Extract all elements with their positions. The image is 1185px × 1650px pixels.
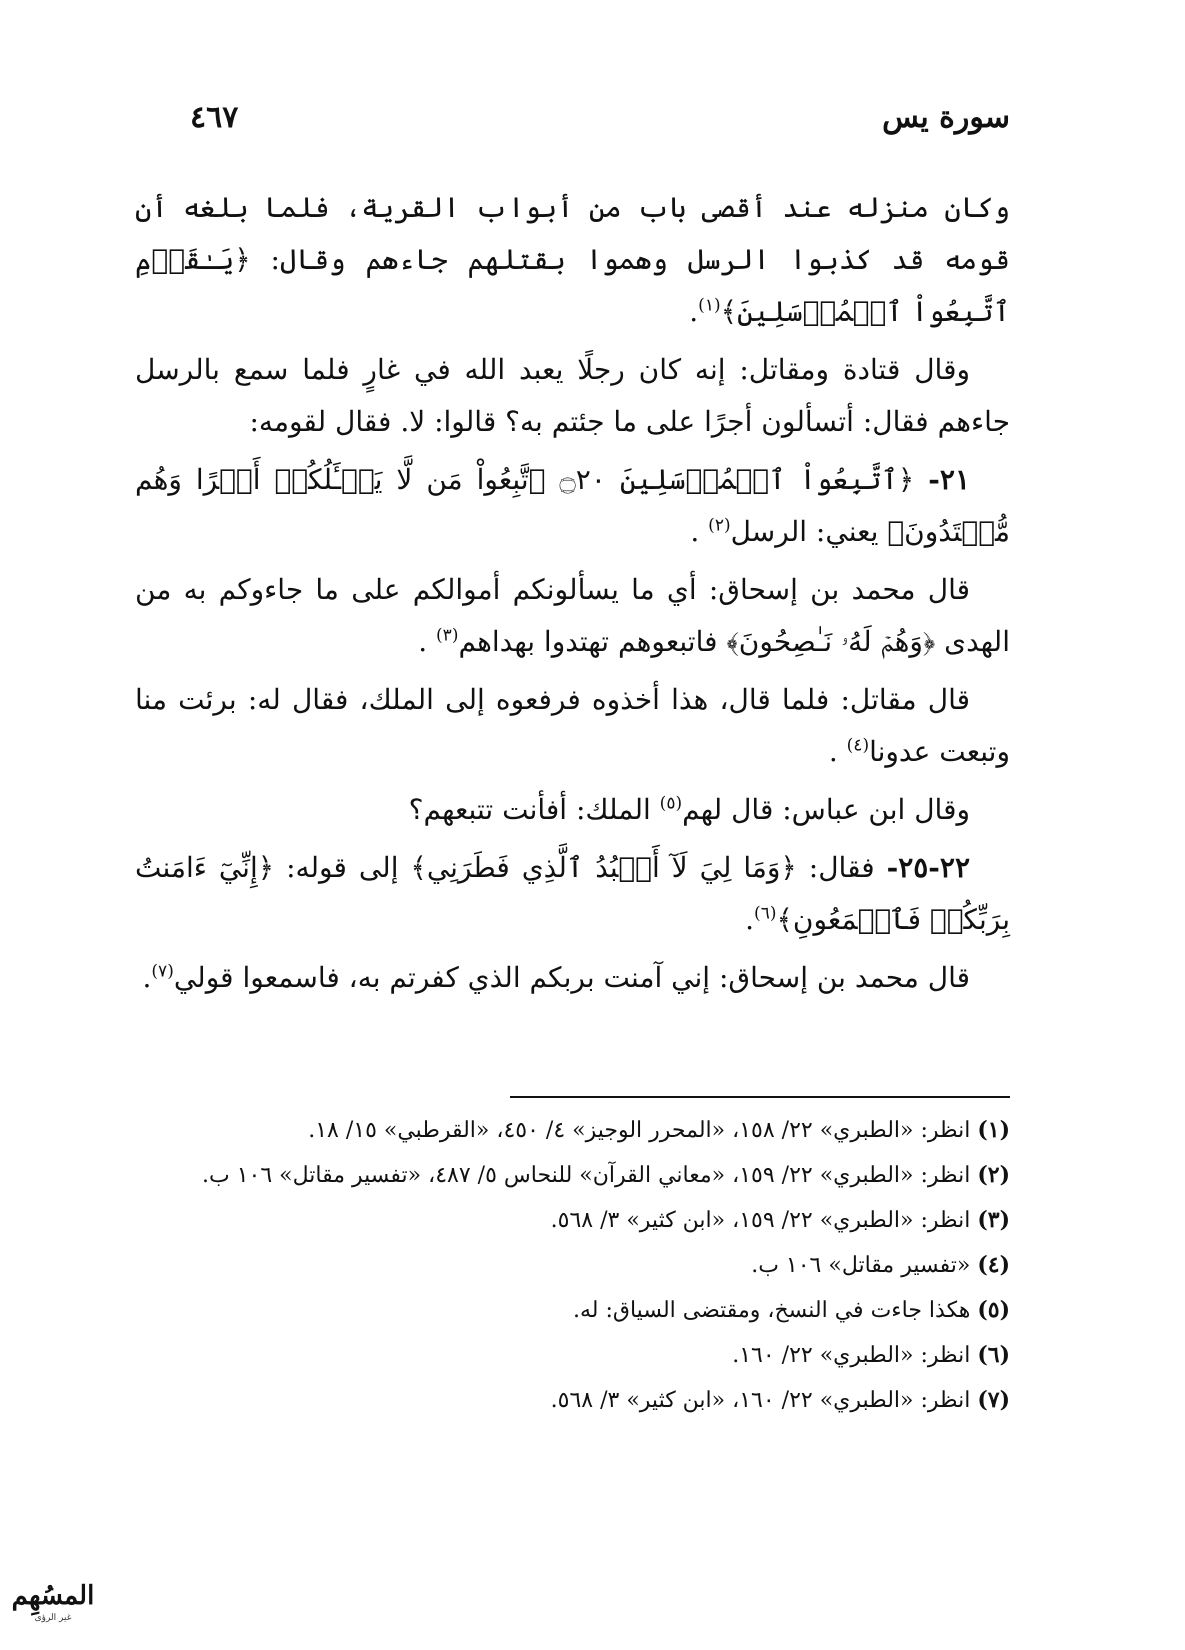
footnote-number: (٧): [977, 1387, 1010, 1413]
paragraph-4: قال محمد بن إسحاق: أي ما يسألونكم أموالكم على ما جاءوكم به من الهدى ﴿وَهُمۡ لَهُۥ نَـٰصِحُونَ﴾ فاتبعوهم تهتدوا بهداهم$^{(٣)}$ .: [135, 573, 1010, 658]
watermark-logo-text: المسُهِم: [11, 1581, 95, 1611]
footnote-text: انظر: «الطبري» ٢٢/ ١٦٠، «ابن كثير» ٣/ ٥٦٨.: [550, 1388, 971, 1413]
paragraph-1: وكان منزله عند أقصى باب من أبواب القرية، فلما بلغه أن قومه قد كذبوا الرسل وهموا بقتلهم جاءهم وقال: ﴿يَـٰقَوۡمِ ٱتَّبِعُواْ ٱلۡمُرۡسَلِينَ﴾$^{(١)}$.: [135, 191, 1010, 328]
footnote-number: (٥): [977, 1297, 1010, 1323]
footnote-number: (١): [977, 1117, 1010, 1143]
footnotes: [135, 1108, 1010, 1423]
footnote-text: انظر: «الطبري» ٢٢/ ١٥٩، «ابن كثير» ٣/ ٥٦٨.: [550, 1208, 971, 1233]
paragraph-5-text: قال مقاتل: فلما قال، هذا أخذوه فرفعوه إلى الملك، فقال له: برئت منا وتبعت عدونا: [135, 683, 1010, 768]
footnote-text: انظر: «الطبري» ٢٢/ ١٥٨، «المحرر الوجيز» ٤/ ٤٥٠، «القرطبي» ١٥/ ١٨.: [308, 1118, 971, 1143]
footnote-text: انظر: «الطبري» ٢٢/ ١٦٠.: [732, 1343, 971, 1368]
footnote-3: [135, 1198, 1010, 1243]
footnote-number: (٣): [977, 1207, 1010, 1233]
footnote-text: «تفسير مقاتل» ١٠٦ ب.: [751, 1253, 971, 1278]
paragraph-4-text: قال محمد بن إسحاق: أي ما يسألونكم أموالكم على ما جاءوكم به من الهدى ﴿وَهُمۡ لَهُۥ نَـٰصِحُونَ﴾ فاتبعوهم تهتدوا بهداهم: [135, 573, 1010, 658]
footnote-number: (٤): [977, 1252, 1010, 1278]
footnote-ref-7: (٧): [151, 961, 174, 982]
paragraph-3-tail: يعني: الرسل: [730, 515, 879, 548]
paragraph-3: ٢١- ﴿ٱتَّبِعُواْ ٱلۡمُرۡسَلِينَ ۝٢٠ ٱتَّبِعُواْ مَن لَّا يَسۡـَٔلُكُمۡ أَجۡرًا وَهُم مُّهۡتَدُونَ﴾ يعني: الرسل$^{(٢)}$ .: [135, 463, 1010, 548]
verse-number-22-25: ٢٢-٢٥-: [886, 851, 970, 884]
footnote-7: [135, 1378, 1010, 1423]
footnote-number: (٦): [977, 1342, 1010, 1368]
watermark-logo-subtext: غير الرؤى: [34, 1613, 72, 1623]
footnote-4: [135, 1243, 1010, 1288]
paragraph-6-text-b: الملك: أفأنت تتبعهم؟: [408, 793, 651, 826]
paragraph-5: قال مقاتل: فلما قال، هذا أخذوه فرفعوه إلى الملك، فقال له: برئت منا وتبعت عدونا$^{(٤)}$ .: [135, 683, 1010, 768]
footnote-ref-2: (٢): [708, 515, 731, 536]
paragraph-8: قال محمد بن إسحاق: إني آمنت بربكم الذي كفرتم به، فاسمعوا قولي$^{(٧)}$.: [142, 961, 970, 994]
footnote-text: انظر: «الطبري» ٢٢/ ١٥٩، «معاني القرآن» للنحاس ٥/ ٤٨٧، «تفسير مقاتل» ١٠٦ ب.: [202, 1163, 971, 1188]
footnote-divider: [510, 1096, 1010, 1098]
watermark-logo: [8, 1580, 98, 1640]
footnote-ref-4: (٤): [846, 735, 870, 756]
paragraph-7: ٢٢-٢٥- فقال: ﴿وَمَا لِيَ لَآ أَعۡبُدُ ٱلَّذِي فَطَرَنِي﴾ إلى قوله: ﴿إِنِّيٓ ءَامَنتُ بِرَبِّكُمۡ فَٱسۡمَعُونِ﴾$^{(٦)}$.: [135, 851, 1010, 936]
quran-verse-21: ﴿ٱتَّبِعُواْ ٱلۡمُرۡسَلِينَ ۝٢٠ ٱتَّبِعُواْ مَن لَّا يَسۡـَٔلُكُمۡ أَجۡرًا وَهُم مُّهۡتَدُونَ﴾: [135, 463, 1010, 548]
footnote-ref-6: (٦): [754, 903, 777, 924]
paragraph-7-text: فقال: ﴿وَمَا لِيَ لَآ أَعۡبُدُ ٱلَّذِي فَطَرَنِي﴾ إلى قوله: ﴿إِنِّيٓ ءَامَنتُ بِرَبِّكُمۡ فَٱسۡمَعُونِ﴾: [135, 851, 1010, 936]
footnote-ref-3: (٣): [436, 625, 459, 646]
paragraph-6: [135, 784, 1010, 836]
footnote-6: [135, 1333, 1010, 1378]
paragraph-2: وقال قتادة ومقاتل: إنه كان رجلًا يعبد الله في غارٍ فلما سمع بالرسل جاءهم فقال: أتسألون أجرًا على ما جئتم به؟ قالوا: لا. فقال لقومه:: [135, 353, 1010, 438]
footnote-1: [135, 1108, 1010, 1153]
footnote-5: [135, 1288, 1010, 1333]
paragraph-1-text: وكان منزله عند أقصى باب من أبواب القرية، فلما بلغه أن قومه قد كذبوا الرسل وهموا بقتلهم جاءهم وقال: ﴿يَـٰقَوۡمِ ٱتَّبِعُواْ ٱلۡمُرۡسَلِينَ﴾: [135, 191, 1010, 328]
main-text: [135, 182, 1010, 1010]
paragraph-8-text: قال محمد بن إسحاق: إني آمنت بربكم الذي كفرتم به، فاسمعوا قولي: [173, 961, 970, 994]
footnote-text: هكذا جاءت في النسخ، ومقتضى السياق: له.: [573, 1298, 971, 1323]
surah-title: سورة يس: [882, 100, 1010, 135]
paragraph-6-text-a: وقال ابن عباس: قال لهم: [682, 793, 970, 826]
footnote-ref-5: (٥): [659, 793, 683, 814]
footnote-2: [135, 1153, 1010, 1198]
page-header: [190, 100, 1010, 150]
footnote-number: (٢): [977, 1162, 1010, 1188]
page-number: ٤٦٧: [190, 100, 239, 135]
verse-number-21: ٢١-: [928, 463, 970, 496]
footnote-ref-1: (١): [698, 295, 721, 316]
